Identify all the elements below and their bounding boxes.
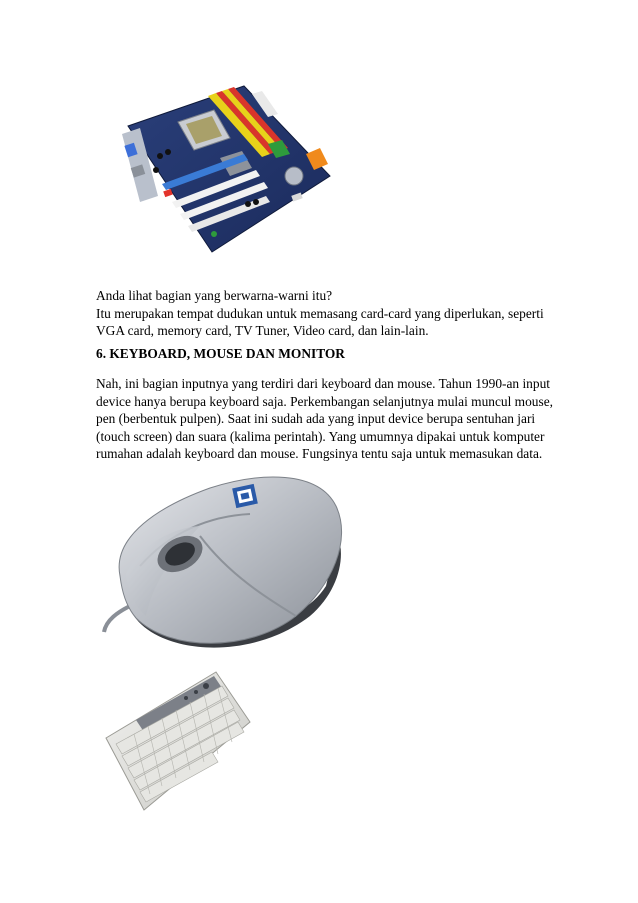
mouse-image (100, 466, 348, 662)
intro-line-2: Itu merupakan tempat dudukan untuk memasang card-card yang diperlukan, seperti (96, 305, 544, 321)
intro-line-3: VGA card, memory card, TV Tuner, Video card, dan lain-lain. (96, 323, 429, 338)
paragraph-line-4: (touch screen) dan suara (kalima perintah). Yang umumnya dipakai untuk komputer (96, 428, 545, 444)
section-paragraph (96, 375, 556, 463)
paragraph-line-3: pen (berbentuk pulpen). Saat ini sudah ada yang input device berupa sentuhan jari (96, 411, 536, 426)
paragraph-line-5: rumahan adalah keyboard dan mouse. Fungsinya tentu saja untuk memasukan data. (96, 446, 543, 461)
motherboard-image (116, 84, 336, 260)
section-heading: 6. KEYBOARD, MOUSE DAN MONITOR (96, 346, 345, 361)
paragraph-line-2: device hanya berupa keyboard saja. Perkembangan selanjutnya mulai muncul mouse, (96, 393, 553, 409)
intro-line-1: Anda lihat bagian yang berwarna-warni itu? (96, 288, 333, 303)
keyboard-image (104, 668, 254, 814)
paragraph-line-1: Nah, ini bagian inputnya yang terdiri dari keyboard dan mouse. Tahun 1990-an input (96, 376, 550, 391)
intro-paragraph (96, 287, 556, 340)
